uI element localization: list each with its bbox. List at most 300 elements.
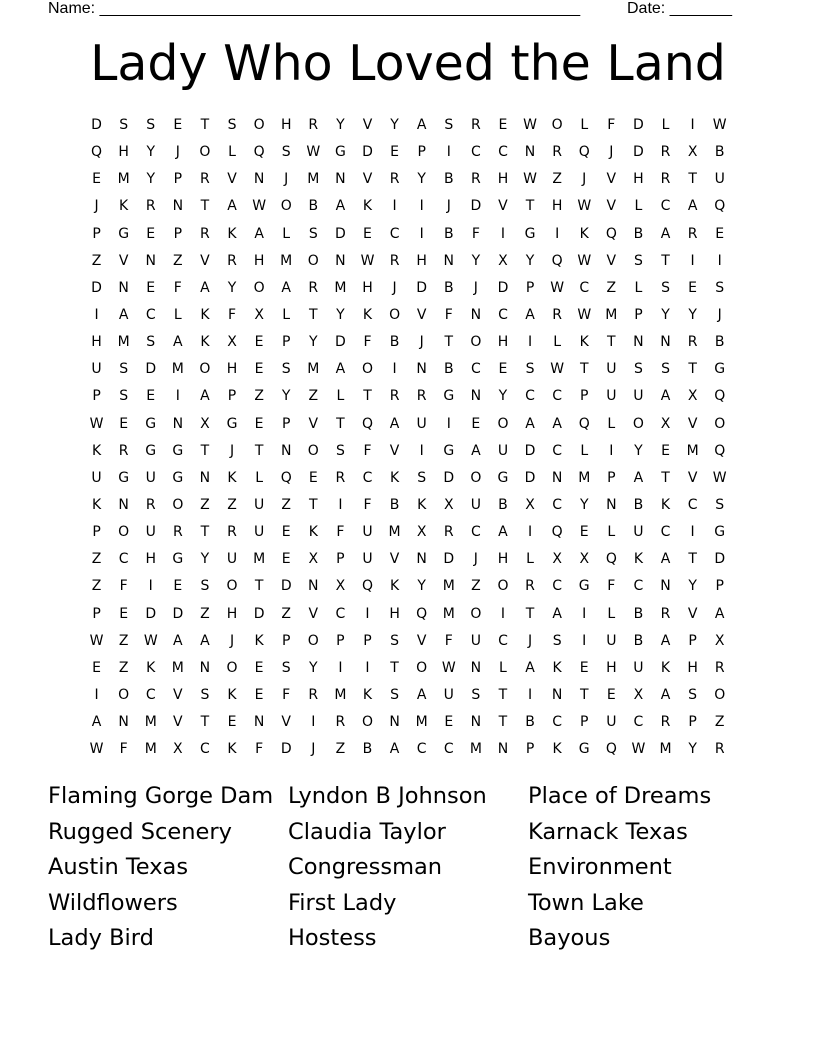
grid-letter[interactable]: M — [334, 686, 347, 703]
grid-letter[interactable]: Q — [416, 605, 428, 622]
grid-letter[interactable]: X — [227, 334, 237, 351]
grid-letter[interactable]: I — [582, 632, 587, 649]
grid-letter[interactable]: Q — [253, 144, 265, 161]
grid-letter[interactable]: U — [362, 551, 373, 568]
grid-letter[interactable]: C — [443, 741, 454, 758]
grid-letter[interactable]: V — [173, 714, 183, 731]
grid-letter[interactable]: L — [499, 659, 507, 676]
grid-letter[interactable]: Q — [578, 415, 590, 432]
grid-letter[interactable]: X — [633, 686, 644, 703]
grid-letter[interactable]: H — [145, 551, 156, 568]
grid-letter[interactable]: B — [443, 225, 454, 242]
grid-letter[interactable]: M — [171, 361, 184, 378]
grid-letter[interactable]: L — [282, 306, 291, 323]
grid-letter[interactable]: W — [89, 741, 104, 758]
grid-letter[interactable]: X — [498, 252, 508, 269]
grid-letter[interactable]: M — [415, 714, 428, 731]
grid-letter[interactable]: U — [633, 388, 644, 405]
grid-letter[interactable]: C — [389, 225, 400, 242]
grid-letter[interactable]: F — [607, 578, 616, 595]
grid-letter[interactable]: Z — [91, 252, 102, 269]
grid-letter[interactable]: W — [577, 198, 592, 215]
grid-letter[interactable]: T — [661, 469, 670, 486]
grid-letter[interactable]: E — [715, 225, 725, 242]
grid-letter[interactable]: V — [173, 686, 183, 703]
grid-letter[interactable]: S — [552, 632, 562, 649]
grid-letter[interactable]: K — [552, 659, 562, 676]
grid-letter[interactable]: Q — [605, 225, 617, 242]
date-field-label[interactable]: Date: _______ — [627, 0, 732, 17]
grid-letter[interactable]: K — [660, 659, 671, 676]
grid-letter[interactable]: S — [715, 496, 725, 513]
grid-letter[interactable]: F — [471, 225, 480, 242]
grid-letter[interactable]: O — [632, 415, 644, 432]
grid-letter[interactable]: K — [389, 469, 400, 486]
grid-letter[interactable]: E — [363, 225, 372, 242]
grid-letter[interactable]: G — [714, 361, 726, 378]
grid-letter[interactable]: I — [527, 686, 533, 703]
grid-letter[interactable]: Z — [118, 632, 129, 649]
grid-letter[interactable]: K — [227, 225, 237, 242]
grid-letter[interactable]: J — [419, 334, 424, 351]
grid-letter[interactable]: E — [119, 605, 129, 622]
grid-letter[interactable]: L — [661, 117, 670, 133]
grid-letter[interactable]: A — [91, 714, 102, 731]
grid-letter[interactable]: U — [606, 632, 617, 649]
grid-letter[interactable]: I — [365, 605, 370, 622]
grid-letter[interactable]: B — [443, 279, 454, 296]
grid-letter[interactable]: C — [552, 442, 563, 459]
grid-letter[interactable]: N — [172, 198, 184, 215]
grid-letter[interactable]: U — [253, 524, 265, 541]
grid-letter[interactable]: W — [523, 171, 537, 188]
grid-letter[interactable]: J — [175, 144, 180, 161]
grid-letter[interactable]: T — [579, 361, 589, 378]
grid-letter[interactable]: D — [172, 605, 184, 622]
grid-letter[interactable]: A — [552, 605, 562, 622]
grid-letter[interactable]: Z — [471, 578, 481, 595]
grid-letter[interactable]: D — [524, 442, 536, 459]
grid-letter[interactable]: A — [389, 741, 400, 758]
grid-letter[interactable]: E — [173, 117, 183, 133]
grid-letter[interactable]: W — [550, 279, 565, 296]
grid-letter[interactable]: G — [145, 442, 157, 459]
grid-letter[interactable]: G — [443, 442, 455, 459]
grid-letter[interactable]: A — [227, 198, 237, 215]
grid-letter[interactable]: S — [146, 334, 156, 351]
grid-letter[interactable]: I — [338, 496, 343, 513]
grid-letter[interactable]: C — [416, 741, 427, 758]
grid-letter[interactable]: X — [714, 632, 725, 649]
grid-letter[interactable]: C — [525, 388, 535, 405]
grid-letter[interactable]: A — [335, 361, 346, 378]
grid-letter[interactable]: R — [660, 171, 671, 188]
grid-letter[interactable]: H — [226, 605, 238, 622]
grid-letter[interactable]: Y — [309, 659, 318, 676]
grid-letter[interactable]: K — [308, 524, 318, 541]
grid-letter[interactable]: R — [308, 117, 319, 133]
grid-letter[interactable]: A — [254, 225, 264, 242]
grid-letter[interactable]: B — [362, 741, 373, 758]
grid-letter[interactable]: P — [227, 388, 237, 405]
grid-letter[interactable]: E — [92, 659, 101, 676]
grid-letter[interactable]: T — [688, 551, 697, 568]
grid-letter[interactable]: R — [227, 524, 237, 541]
grid-letter[interactable]: J — [311, 741, 316, 758]
grid-letter[interactable]: C — [633, 714, 644, 731]
grid-letter[interactable]: I — [609, 442, 614, 459]
grid-letter[interactable]: A — [525, 306, 535, 323]
grid-letter[interactable]: K — [254, 632, 264, 649]
grid-letter[interactable]: V — [606, 252, 617, 269]
grid-letter[interactable]: T — [254, 578, 264, 595]
grid-letter[interactable]: P — [525, 741, 535, 758]
grid-letter[interactable]: A — [525, 415, 535, 432]
grid-letter[interactable]: D — [470, 198, 482, 215]
grid-letter[interactable]: H — [118, 144, 129, 161]
grid-letter[interactable]: O — [199, 144, 211, 161]
grid-letter[interactable]: G — [714, 524, 726, 541]
grid-letter[interactable]: C — [200, 741, 210, 758]
grid-letter[interactable]: P — [417, 144, 426, 161]
grid-letter[interactable]: H — [633, 171, 644, 188]
grid-letter[interactable]: N — [470, 388, 482, 405]
grid-letter[interactable]: F — [363, 442, 372, 459]
grid-letter[interactable]: D — [280, 741, 292, 758]
grid-letter[interactable]: F — [119, 578, 128, 595]
grid-letter[interactable]: V — [606, 171, 617, 188]
grid-letter[interactable]: W — [143, 632, 158, 649]
grid-letter[interactable]: R — [552, 306, 562, 323]
grid-letter[interactable]: D — [91, 279, 102, 296]
grid-letter[interactable]: S — [281, 361, 291, 378]
grid-letter[interactable]: Q — [91, 144, 103, 161]
grid-letter[interactable]: H — [416, 252, 427, 269]
grid-letter[interactable]: C — [552, 388, 563, 405]
grid-letter[interactable]: Q — [714, 442, 726, 459]
grid-letter[interactable]: V — [389, 551, 400, 568]
grid-letter[interactable]: F — [227, 306, 237, 323]
grid-letter[interactable]: P — [173, 225, 183, 242]
grid-letter[interactable]: K — [660, 496, 671, 513]
grid-letter[interactable]: H — [389, 605, 400, 622]
grid-letter[interactable]: O — [307, 442, 319, 459]
grid-letter[interactable]: V — [227, 171, 237, 188]
grid-letter[interactable]: F — [363, 334, 372, 351]
grid-letter[interactable]: N — [335, 252, 346, 269]
grid-letter[interactable]: Y — [390, 117, 399, 133]
grid-letter[interactable]: O — [280, 198, 292, 215]
grid-letter[interactable]: O — [199, 361, 211, 378]
grid-letter[interactable]: M — [605, 306, 618, 323]
grid-letter[interactable]: E — [308, 469, 318, 486]
grid-letter[interactable]: B — [633, 496, 644, 513]
grid-letter[interactable]: N — [199, 469, 211, 486]
grid-letter[interactable]: I — [419, 225, 424, 242]
grid-letter[interactable]: V — [118, 252, 129, 269]
grid-letter[interactable]: E — [146, 388, 156, 405]
grid-letter[interactable]: D — [335, 334, 346, 351]
grid-letter[interactable]: T — [688, 171, 697, 188]
grid-letter[interactable]: R — [687, 225, 698, 242]
grid-letter[interactable]: W — [360, 252, 375, 269]
grid-letter[interactable]: V — [362, 117, 373, 133]
grid-letter[interactable]: J — [582, 171, 587, 188]
grid-letter[interactable]: U — [145, 524, 156, 541]
grid-letter[interactable]: S — [688, 686, 698, 703]
grid-letter[interactable]: L — [526, 551, 534, 568]
grid-letter[interactable]: V — [687, 415, 698, 432]
grid-letter[interactable]: A — [118, 306, 129, 323]
grid-letter[interactable]: G — [118, 225, 130, 242]
grid-letter[interactable]: P — [336, 551, 345, 568]
grid-letter[interactable]: N — [660, 334, 671, 351]
grid-letter[interactable]: T — [607, 334, 616, 351]
grid-letter[interactable]: G — [497, 469, 509, 486]
grid-letter[interactable]: Z — [227, 496, 237, 513]
grid-letter[interactable]: A — [498, 524, 508, 541]
grid-letter[interactable]: H — [497, 171, 509, 188]
grid-letter[interactable]: M — [144, 741, 157, 758]
grid-letter[interactable]: A — [416, 686, 427, 703]
grid-letter[interactable]: Z — [606, 279, 617, 296]
grid-letter[interactable]: T — [498, 714, 508, 731]
grid-letter[interactable]: E — [688, 279, 698, 296]
grid-letter[interactable]: M — [171, 659, 184, 676]
grid-letter[interactable]: M — [686, 442, 699, 459]
grid-letter[interactable]: O — [172, 496, 184, 513]
grid-letter[interactable]: G — [524, 225, 536, 242]
grid-letter[interactable]: U — [606, 361, 617, 378]
grid-letter[interactable]: C — [470, 524, 481, 541]
grid-letter[interactable]: A — [173, 632, 183, 649]
grid-letter[interactable]: R — [335, 714, 346, 731]
grid-letter[interactable]: X — [173, 741, 183, 758]
grid-letter[interactable]: P — [336, 632, 345, 649]
grid-letter[interactable]: E — [498, 117, 508, 133]
grid-letter[interactable]: D — [362, 144, 373, 161]
grid-letter[interactable]: K — [362, 306, 373, 323]
grid-letter[interactable]: X — [579, 551, 590, 568]
grid-letter[interactable]: N — [118, 714, 129, 731]
grid-letter[interactable]: Z — [173, 252, 183, 269]
grid-letter[interactable]: N — [497, 741, 509, 758]
grid-letter[interactable]: E — [254, 686, 264, 703]
grid-letter[interactable]: T — [200, 198, 210, 215]
grid-letter[interactable]: B — [633, 225, 644, 242]
grid-letter[interactable]: L — [282, 225, 291, 242]
grid-letter[interactable]: D — [416, 279, 428, 296]
grid-letter[interactable]: Q — [551, 524, 563, 541]
grid-letter[interactable]: N — [551, 686, 563, 703]
grid-letter[interactable]: D — [145, 361, 157, 378]
grid-letter[interactable]: T — [200, 524, 210, 541]
grid-letter[interactable]: X — [443, 496, 454, 513]
grid-letter[interactable]: N — [118, 279, 129, 296]
grid-letter[interactable]: Z — [281, 496, 291, 513]
grid-letter[interactable]: U — [497, 442, 509, 459]
grid-letter[interactable]: R — [660, 605, 671, 622]
grid-letter[interactable]: E — [254, 361, 264, 378]
grid-letter[interactable]: T — [336, 415, 345, 432]
grid-letter[interactable]: I — [446, 415, 451, 432]
grid-letter[interactable]: Z — [200, 496, 210, 513]
grid-letter[interactable]: B — [633, 605, 644, 622]
grid-letter[interactable]: K — [633, 551, 644, 568]
grid-letter[interactable]: Q — [280, 469, 292, 486]
grid-letter[interactable]: R — [308, 686, 319, 703]
grid-letter[interactable]: R — [470, 171, 481, 188]
grid-letter[interactable]: N — [633, 334, 644, 351]
grid-letter[interactable]: W — [712, 117, 727, 133]
grid-letter[interactable]: K — [362, 198, 373, 215]
grid-letter[interactable]: T — [200, 117, 210, 133]
grid-letter[interactable]: A — [200, 388, 210, 405]
grid-letter[interactable]: C — [660, 198, 671, 215]
grid-letter[interactable]: N — [335, 171, 346, 188]
grid-letter[interactable]: V — [687, 469, 698, 486]
grid-letter[interactable]: U — [226, 551, 238, 568]
grid-letter[interactable]: R — [389, 388, 400, 405]
grid-letter[interactable]: N — [253, 714, 265, 731]
grid-letter[interactable]: I — [419, 198, 424, 215]
grid-letter[interactable]: J — [229, 442, 235, 459]
grid-letter[interactable]: Z — [91, 578, 102, 595]
grid-letter[interactable]: S — [119, 361, 129, 378]
grid-letter[interactable]: N — [551, 469, 563, 486]
grid-letter[interactable]: P — [173, 171, 183, 188]
grid-letter[interactable]: S — [390, 686, 400, 703]
grid-letter[interactable]: F — [282, 686, 291, 703]
grid-letter[interactable]: J — [284, 171, 289, 188]
grid-letter[interactable]: P — [92, 605, 101, 622]
grid-letter[interactable]: A — [200, 632, 210, 649]
grid-letter[interactable]: X — [200, 415, 210, 432]
grid-letter[interactable]: R — [308, 279, 319, 296]
grid-letter[interactable]: T — [579, 686, 589, 703]
grid-letter[interactable]: V — [200, 252, 210, 269]
grid-letter[interactable]: J — [94, 198, 99, 215]
grid-letter[interactable]: D — [524, 469, 536, 486]
grid-letter[interactable]: B — [714, 144, 725, 161]
grid-letter[interactable]: O — [470, 469, 482, 486]
grid-letter[interactable]: A — [200, 279, 210, 296]
grid-letter[interactable]: U — [633, 524, 644, 541]
grid-letter[interactable]: W — [89, 415, 104, 432]
grid-letter[interactable]: T — [309, 306, 318, 323]
grid-letter[interactable]: F — [444, 306, 453, 323]
grid-letter[interactable]: N — [389, 714, 400, 731]
grid-letter[interactable]: E — [579, 524, 589, 541]
grid-letter[interactable]: A — [416, 117, 427, 133]
grid-letter[interactable]: U — [416, 415, 427, 432]
grid-letter[interactable]: R — [118, 442, 129, 459]
grid-letter[interactable]: O — [497, 415, 509, 432]
grid-letter[interactable]: Z — [335, 741, 346, 758]
grid-letter[interactable]: N — [416, 551, 427, 568]
grid-letter[interactable]: S — [417, 469, 427, 486]
grid-letter[interactable]: S — [390, 632, 400, 649]
grid-letter[interactable]: V — [498, 198, 508, 215]
grid-letter[interactable]: S — [444, 117, 454, 133]
grid-letter[interactable]: I — [148, 578, 153, 595]
grid-letter[interactable]: M — [117, 334, 130, 351]
grid-letter[interactable]: N — [470, 306, 482, 323]
grid-letter[interactable]: P — [715, 578, 724, 595]
grid-letter[interactable]: M — [307, 171, 320, 188]
grid-letter[interactable]: O — [226, 578, 238, 595]
grid-letter[interactable]: L — [255, 469, 264, 486]
grid-letter[interactable]: X — [308, 551, 319, 568]
grid-letter[interactable]: Y — [146, 144, 156, 161]
grid-letter[interactable]: R — [200, 225, 210, 242]
grid-letter[interactable]: O — [307, 252, 319, 269]
grid-letter[interactable]: A — [525, 659, 535, 676]
grid-letter[interactable]: E — [92, 171, 101, 188]
grid-letter[interactable]: E — [579, 659, 589, 676]
grid-letter[interactable]: S — [661, 361, 670, 378]
grid-letter[interactable]: B — [443, 171, 454, 188]
grid-letter[interactable]: Y — [688, 741, 697, 758]
grid-letter[interactable]: G — [145, 415, 157, 432]
grid-letter[interactable]: D — [633, 144, 644, 161]
grid-letter[interactable]: K — [579, 225, 589, 242]
grid-letter[interactable]: M — [388, 524, 401, 541]
grid-letter[interactable]: Y — [281, 388, 291, 405]
grid-letter[interactable]: D — [633, 117, 644, 133]
grid-letter[interactable]: F — [363, 496, 372, 513]
grid-letter[interactable]: S — [200, 578, 210, 595]
grid-letter[interactable]: P — [92, 524, 101, 541]
grid-letter[interactable]: T — [309, 496, 318, 513]
grid-letter[interactable]: E — [254, 415, 264, 432]
grid-letter[interactable]: C — [335, 605, 346, 622]
grid-letter[interactable]: N — [253, 171, 265, 188]
grid-letter[interactable]: A — [660, 632, 671, 649]
grid-letter[interactable]: M — [442, 578, 455, 595]
grid-letter[interactable]: I — [500, 225, 506, 242]
grid-letter[interactable]: R — [525, 578, 535, 595]
grid-letter[interactable]: N — [524, 144, 536, 161]
grid-letter[interactable]: S — [308, 225, 318, 242]
grid-letter[interactable]: K — [579, 334, 589, 351]
grid-letter[interactable]: P — [281, 334, 291, 351]
grid-letter[interactable]: I — [365, 659, 370, 676]
grid-letter[interactable]: S — [281, 144, 291, 161]
grid-letter[interactable]: J — [717, 306, 722, 323]
grid-letter[interactable]: W — [550, 361, 565, 378]
grid-letter[interactable]: I — [94, 306, 99, 323]
grid-letter[interactable]: W — [89, 632, 104, 649]
grid-letter[interactable]: J — [473, 551, 478, 568]
grid-letter[interactable]: Y — [146, 171, 156, 188]
grid-letter[interactable]: J — [527, 632, 533, 649]
grid-letter[interactable]: N — [199, 659, 211, 676]
grid-letter[interactable]: Y — [309, 334, 318, 351]
grid-letter[interactable]: N — [172, 415, 184, 432]
grid-letter[interactable]: E — [498, 361, 508, 378]
grid-letter[interactable]: Y — [688, 578, 697, 595]
grid-letter[interactable]: E — [606, 686, 616, 703]
grid-letter[interactable]: N — [660, 578, 671, 595]
grid-letter[interactable]: S — [661, 279, 670, 296]
grid-letter[interactable]: C — [687, 496, 698, 513]
grid-letter[interactable]: I — [311, 714, 316, 731]
grid-letter[interactable]: N — [308, 578, 319, 595]
grid-letter[interactable]: K — [552, 741, 562, 758]
grid-letter[interactable]: Z — [552, 171, 562, 188]
grid-letter[interactable]: R — [389, 252, 400, 269]
